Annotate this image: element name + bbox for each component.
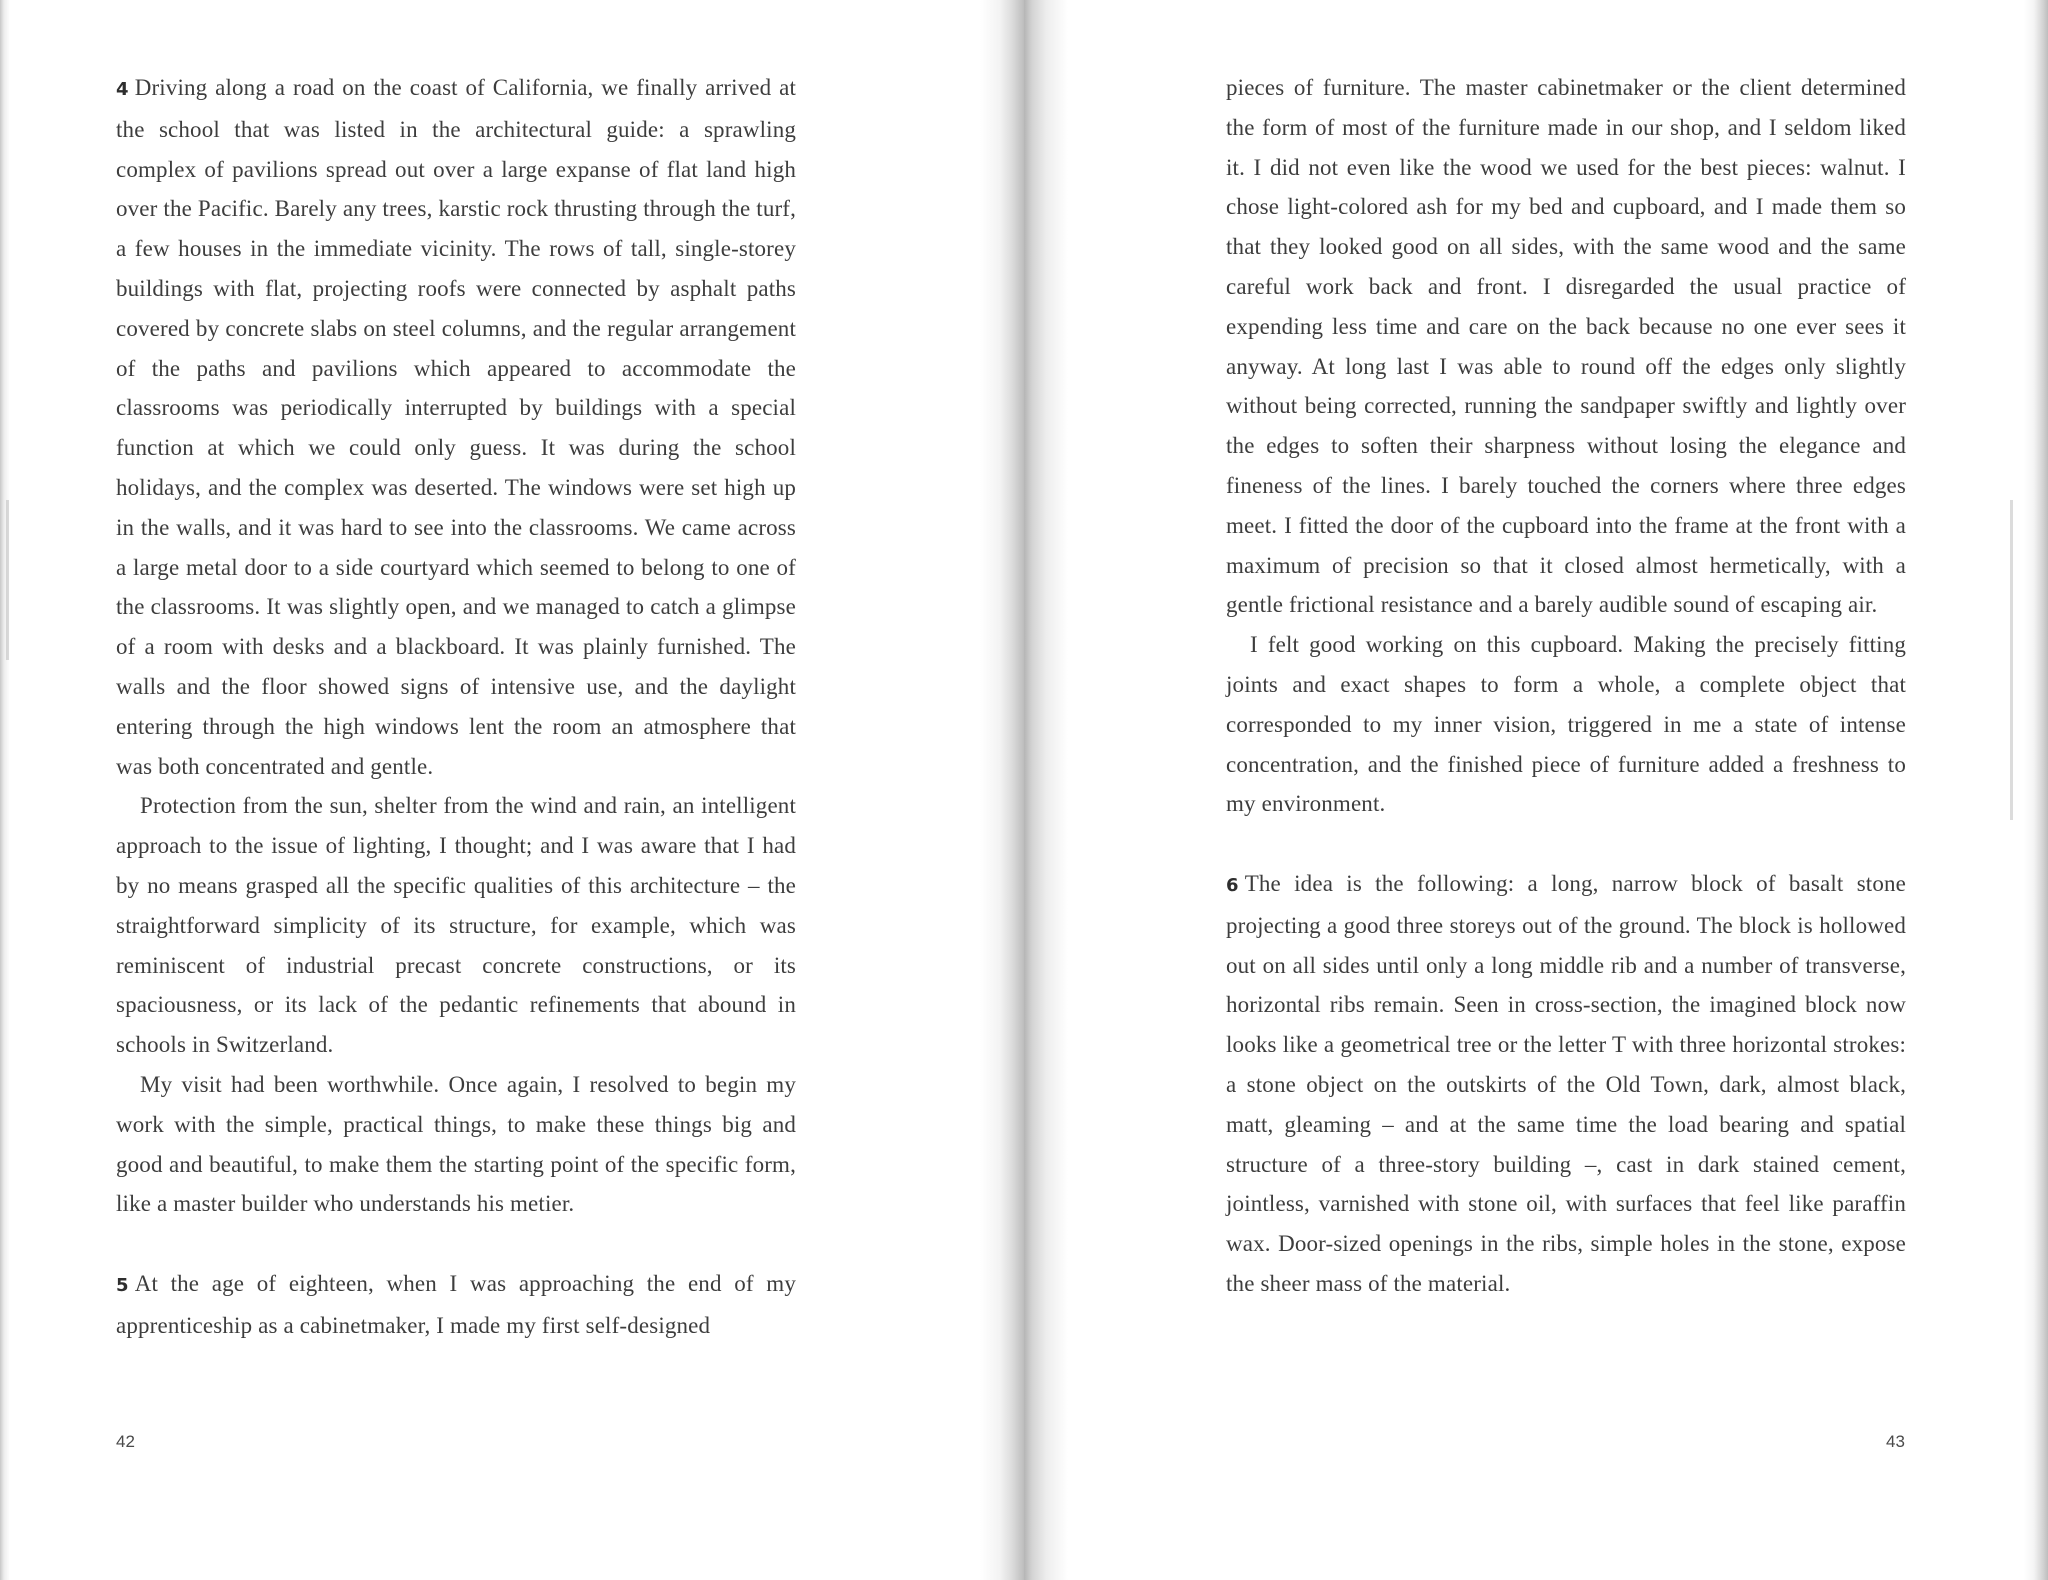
page-number-left: 42 [116, 1432, 135, 1451]
section-5-paragraph-2: I felt good working on this cupboard. Making the precisely fitting joints and exact shapes to form a whole, a complete object that corresponded to my inner vision, triggered in me a state of intense concentration, and the finished piece of furniture added a freshness to my environment. [1226, 632, 1906, 817]
section-number-4: 4 [116, 79, 129, 100]
page-edge-mark-left [6, 500, 9, 660]
section-6-paragraph-1 [1226, 864, 1906, 1304]
page-number-right: 43 [1886, 1432, 1905, 1451]
section-4-paragraph-2: Protection from the sun, shelter from the wind and rain, an intelligent approach to the issue of lighting, I thought; and I was aware that I had by no means grasped all the specific qualities of this architecture – the straightforward simplicity of its structure, for example, which was reminiscent of industrial precast concrete constructions, or its spaciousness, or its lack of the pedantic refinements that abound in schools in Switzerland. [116, 793, 796, 1058]
section-4-paragraph-1 [116, 68, 796, 786]
left-page-text [116, 68, 796, 1346]
section-5-text-1: At the age of eighteen, when I was approaching the end of my apprenticeship as a cabinetmaker, I made my first self-designed [116, 1270, 796, 1338]
section-5-paragraph-1-continued: pieces of furniture. The master cabinetmaker or the client determined the form of most of the furniture made in our shop, and I seldom liked it. I did not even like the wood we used for the best pieces: walnut. I chose light-colored ash for my bed and cupboard, and I made them so that they looked good on all sides, with the same wood and the same careful work back and front. I disregarded the usual practice of expending less time and care on the back because no one ever sees it anyway. At long last I was able to round off the edges only slightly without being corrected, running the sandpaper swiftly and lightly over the edges to soften their sharpness without losing the elegance and fineness of the lines. I barely touched the corners where three edges meet. I fitted the door of the cupboard into the frame at the front with a maximum of precision so that it closed almost hermetically, with a gentle frictional resistance and a barely audible sound of escaping air. [1226, 75, 1906, 618]
section-6-text-1: The idea is the following: a long, narrow block of basalt stone projecting a good three storeys out of the ground. The block is hollowed out on all sides until only a long middle rib and a number of transverse, horizontal ribs remain. Seen in cross-section, the imagined block now looks like a geometrical tree or the letter T with three horizontal strokes: a stone object on the outskirts of the Old Town, dark, almost black, matt, gleaming – and at the same time the load bearing and spatial structure of a three-story building –, cast in dark stained cement, jointless, varnished with stone oil, with surfaces that feel like paraffin wax. Door-sized openings in the ribs, simple holes in the stone, expose the sheer mass of the material. [1226, 870, 1906, 1296]
section-4-paragraph-3: My visit had been worthwhile. Once again, I resolved to begin my work with the simple, practical things, to make these things big and good and beautiful, to make them the starting point of the specific form, like a master builder who understands his metier. [116, 1071, 796, 1217]
section-4-text-1: Driving along a road on the coast of California, we finally arrived at the school that was listed in the architectural guide: a sprawling complex of pavilions spread out over a large expanse of flat land high over the Pacific. Barely any trees, karstic rock thrusting through the turf, a few houses in the immediate vicinity. The rows of tall, single-storey buildings with flat, projecting roofs were connected by asphalt paths covered by concrete slabs on steel columns, and the regular arrangement of the paths and pavilions which appeared to accommodate the classrooms was periodically interrupted by buildings with a special function at which we could only guess. It was during the school holidays, and the complex was deserted. The windows were set high up in the walls, and it was hard to see into the classrooms. We came across a large metal door to a side courtyard which seemed to belong to one of the classrooms. It was slightly open, and we managed to catch a glimpse of a room with desks and a blackboard. It was plainly furnished. The walls and the floor showed signs of intensive use, and the daylight entering through the high windows lent the room an atmosphere that was both concentrated and gentle. [116, 75, 796, 779]
page-edge-mark-right [2010, 500, 2013, 820]
section-5-paragraph-1 [116, 1264, 796, 1346]
section-number-6: 6 [1226, 874, 1239, 896]
right-page-text [1226, 68, 1906, 1304]
section-number-5: 5 [116, 1274, 129, 1296]
